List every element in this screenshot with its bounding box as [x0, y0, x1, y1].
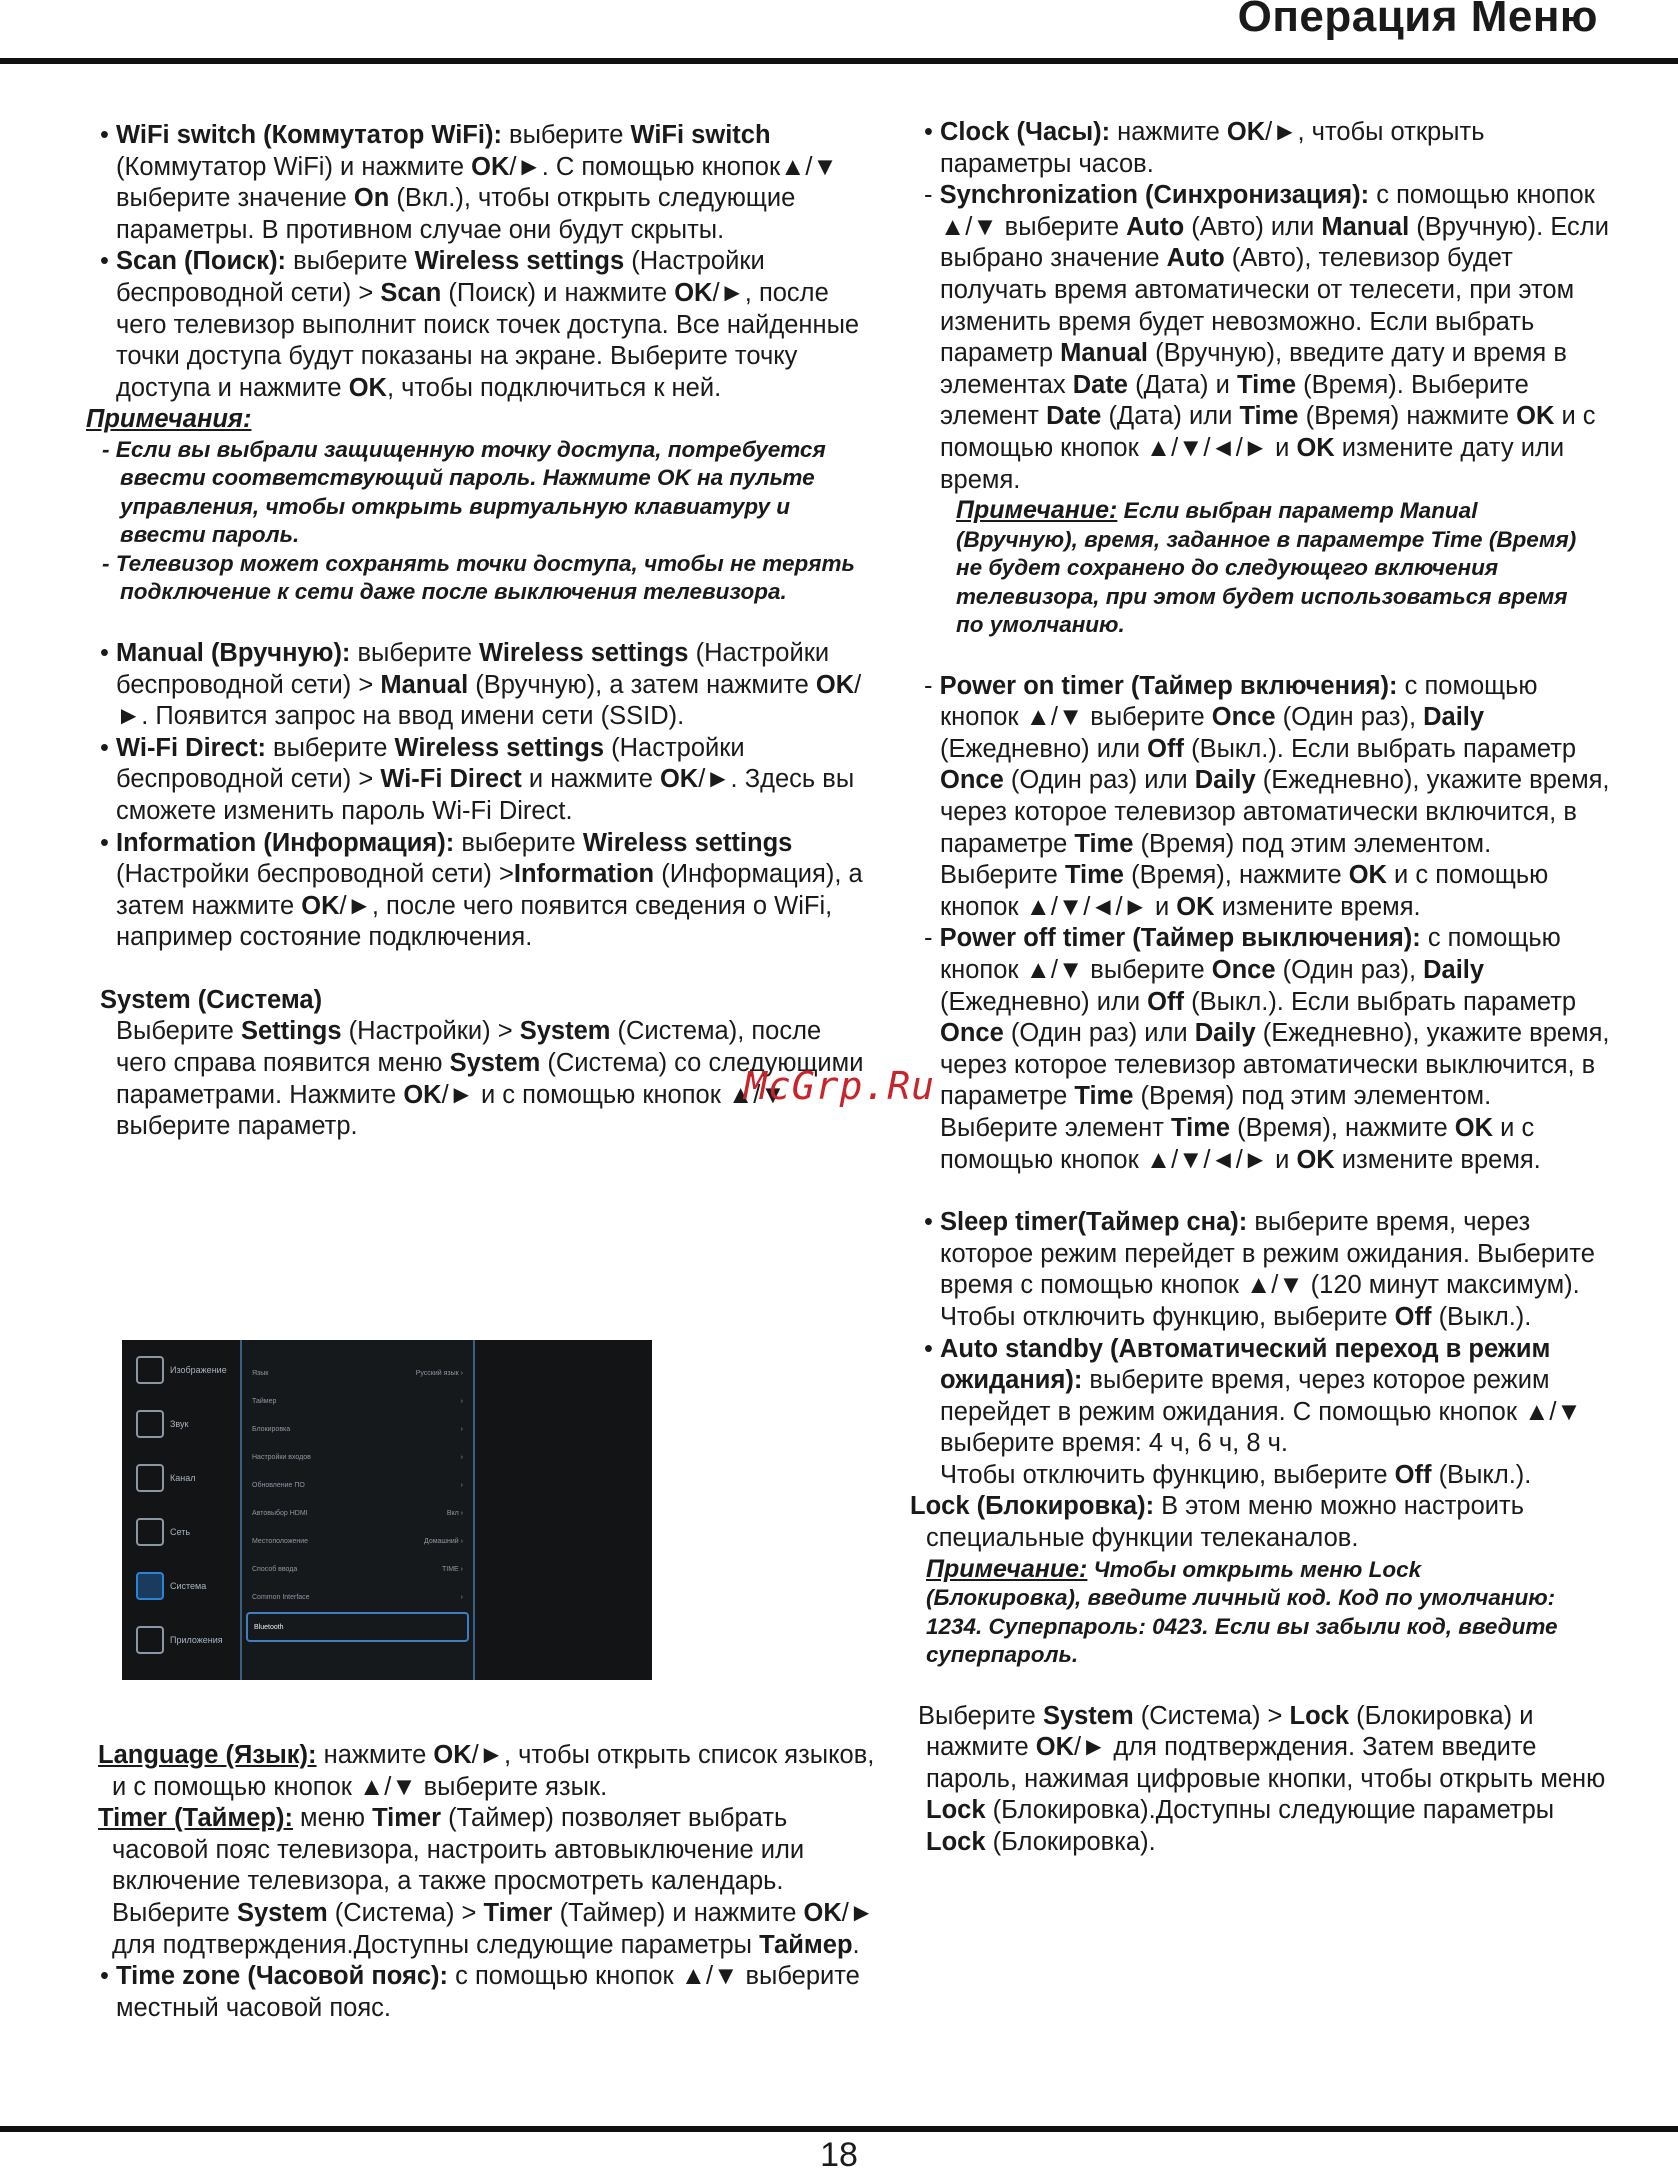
notes-title: Примечания:: [86, 405, 252, 434]
clock-paragraph: • Clock (Часы): нажмите OK/►, чтобы открыть параметры часов.: [924, 118, 1485, 178]
tv-sidebar-item-network: Сеть: [136, 1514, 190, 1550]
tv-sidebar-item-system: Система: [136, 1568, 206, 1604]
auto-standby-off-paragraph: Чтобы отключить функцию, выберите Off (Выкл.).: [940, 1460, 1532, 1489]
tv-system-menu-screenshot: [122, 1340, 652, 1680]
picture-icon: [136, 1356, 164, 1384]
tv-menu-row-selected: Bluetooth: [246, 1612, 469, 1642]
power-off-paragraph: - Power off timer (Таймер выключения): с помощью кнопок ▲/▼ выберите Once (Один раз), Daily (Ежедневно) или Off (Выкл.). Если выбрать параметр Once (Один раз) или Daily (Ежедневно), укажите время, через которое телевизор автоматически выключится, в параметре Time (Время) под этим элементом. Выберите элемент Time (Время), нажмите OK и с помощью кнопок ▲/▼/◄/► и OK измените время.: [924, 924, 1610, 1174]
system-paragraph: Выберите Settings (Настройки) > System (Система), после чего справа появится меню System (Система) со следующими параметрами. Нажмите OK/► и с помощью кнопок ▲/▼ выберите параметр.: [116, 1017, 864, 1141]
manual-paragraph: • Manual (Вручную): выберите Wireless settings (Настройки беспроводной сети) > Manual (Вручную), а затем нажмите OK/►. Появится запрос на ввод имени сети (SSID).: [100, 638, 862, 731]
note-item: - Если вы выбрали защищенную точку доступа, потребуется ввести соответствующий пароль. Нажмите OK на пульте управления, чтобы открыть виртуальную клавиатуру и ввести пароль.: [102, 436, 826, 548]
information-paragraph: • Information (Информация): выберите Wireless settings (Настройки беспроводной сети) >Information (Информация), а затем нажмите OK/►, после чего появится сведения о WiFi, например состояние подключения.: [100, 828, 863, 952]
watermark: McGrp.Ru: [744, 1064, 936, 1108]
lock-paragraph: Lock (Блокировка): В этом меню можно настроить специальные функции телеканалов.: [910, 1492, 1524, 1553]
scan-paragraph: • Scan (Поиск): выберите Wireless settings (Настройки беспроводной сети) > Scan (Поиск) и нажмите OK/►, после чего телевизор выполнит поиск точек доступа. Все найденные точки доступа будут показаны на экране. Выберите точку доступа и нажмите OK, чтобы подключиться к ней.: [100, 247, 860, 402]
left-column: [86, 120, 876, 1143]
tv-sidebar-item-sound: Звук: [136, 1406, 188, 1442]
tv-menu-row: Таймер ›: [252, 1397, 463, 1405]
network-icon: [136, 1518, 164, 1546]
tv-menu-row: Язык Русский язык ›: [252, 1369, 463, 1377]
page-number: 18: [820, 2136, 858, 2174]
system-heading: System (Система): [100, 985, 323, 1014]
header-rule: [0, 58, 1678, 64]
power-on-paragraph: - Power on timer (Таймер включения): с помощью кнопок ▲/▼ выберите Once (Один раз), Daily (Ежедневно) или Off (Выкл.). Если выбрать параметр Once (Один раз) или Daily (Ежедневно), укажите время, через которое телевизор автоматически включится, в параметре Time (Время) под этим элементом. Выберите Time (Время), нажмите OK и с помощью кнопок ▲/▼/◄/► и OK измените время.: [924, 671, 1610, 921]
system-icon: [136, 1572, 164, 1600]
lock-note: Примечание: Чтобы открыть меню Lock (Блокировка), введите личный код. Код по умолчанию: 1234. Суперпароль: 0423. Если вы забыли код, введите суперпароль.: [926, 1554, 1558, 1668]
auto-standby-paragraph: • Auto standby (Автоматический переход в режим ожидания): выберите время, через которое режим перейдет в режим ожидания. С помощью кнопок ▲/▼ выберите время: 4 ч, 6 ч, 8 ч.: [924, 1334, 1582, 1458]
sync-note: Примечание: Если выбран параметр Manual (Вручную), время, заданное в параметре Time (Время) не будет сохранено до следующего включения телевизора, при этом будет использоваться время по умолчанию.: [956, 496, 1577, 638]
tv-menu-row: Автовыбор HDMI Вкл ›: [252, 1509, 463, 1517]
tv-system-panel: [240, 1340, 475, 1680]
tv-menu-row: Обновление ПО ›: [252, 1481, 463, 1489]
timezone-paragraph: • Time zone (Часовой пояс): с помощью кнопок ▲/▼ выберите местный часовой пояс.: [100, 1962, 860, 2022]
wifi-direct-paragraph: • Wi-Fi Direct: выберите Wireless settings (Настройки беспроводной сети) > Wi-Fi Direct и нажмите OK/►. Здесь вы сможете изменить пароль Wi-Fi Direct.: [100, 733, 855, 825]
page-title: Операция Меню: [1237, 0, 1598, 41]
right-column: [910, 117, 1610, 1859]
channel-icon: [136, 1464, 164, 1492]
apps-icon: [136, 1626, 164, 1654]
timer-select-paragraph: Выберите System (Система) > Timer (Таймер) и нажмите OK/► для подтверждения.Доступны следующие параметры Таймер.: [112, 1898, 875, 1959]
lock-select-paragraph: Выберите System (Система) > Lock (Блокировка) и нажмите OK/► для подтверждения. Затем введите пароль, нажимая цифровые кнопки, чтобы открыть меню Lock (Блокировка).Доступны следующие параметры Lock (Блокировка).: [918, 1701, 1606, 1857]
language-paragraph: Language (Язык): нажмите OK/►, чтобы открыть список языков, и с помощью кнопок ▲/▼ выберите язык.: [98, 1741, 875, 1801]
sync-paragraph: - Synchronization (Синхронизация): с помощью кнопок ▲/▼ выберите Auto (Авто) или Manual (Вручную). Если выбрано значение Auto (Авто), телевизор будет получать время автоматически от телесети, при этом изменить время будет невозможно. Если выбрать параметр Manual (Вручную), введите дату и время в элементах Date (Дата) и Time (Время). Выберите элемент Date (Дата) или Time (Время) нажмите OK и с помощью кнопок ▲/▼/◄/► и OK измените дату или время.: [924, 181, 1609, 494]
tv-sidebar-item-channel: Канал: [136, 1460, 195, 1496]
tv-menu-row: Способ ввода TIME ›: [252, 1565, 463, 1573]
timer-paragraph: Timer (Таймер): меню Timer (Таймер) позволяет выбрать часовой пояс телевизора, настроить автовыключение или включение телевизора, а также просмотреть календарь.: [98, 1804, 805, 1896]
sleep-timer-paragraph: • Sleep timer(Таймер сна): выберите время, через которое режим перейдет в режим ожидания. Выберите время с помощью кнопок ▲/▼ (120 минут максимум). Чтобы отключить функцию, выберите Off (Выкл.).: [924, 1208, 1595, 1331]
tv-menu-row: Настройки входов ›: [252, 1453, 463, 1461]
tv-sidebar: [122, 1340, 240, 1680]
footer-rule: [0, 2126, 1678, 2132]
page-header: [0, 0, 1678, 66]
left-column-lower: [86, 1740, 886, 2024]
sound-icon: [136, 1410, 164, 1438]
wifi-switch-paragraph: • WiFi switch (Коммутатор WiFi): выберите WiFi switch (Коммутатор WiFi) и нажмите OK/►. С помощью кнопок▲/▼ выберите значение On (Вкл.), чтобы открыть следующие параметры. В противном случае они будут скрыты.: [100, 121, 838, 244]
tv-menu-row: Местоположение Домашний ›: [252, 1537, 463, 1545]
tv-menu-row: Common Interface ›: [252, 1593, 463, 1601]
tv-menu-row: Блокировка ›: [252, 1425, 463, 1433]
tv-sidebar-item-picture: Изображение: [136, 1352, 227, 1388]
note-item: - Телевизор может сохранять точки доступа, чтобы не терять подключение к сети даже после выключения телевизора.: [102, 550, 855, 605]
tv-sidebar-item-apps: Приложения: [136, 1622, 223, 1658]
